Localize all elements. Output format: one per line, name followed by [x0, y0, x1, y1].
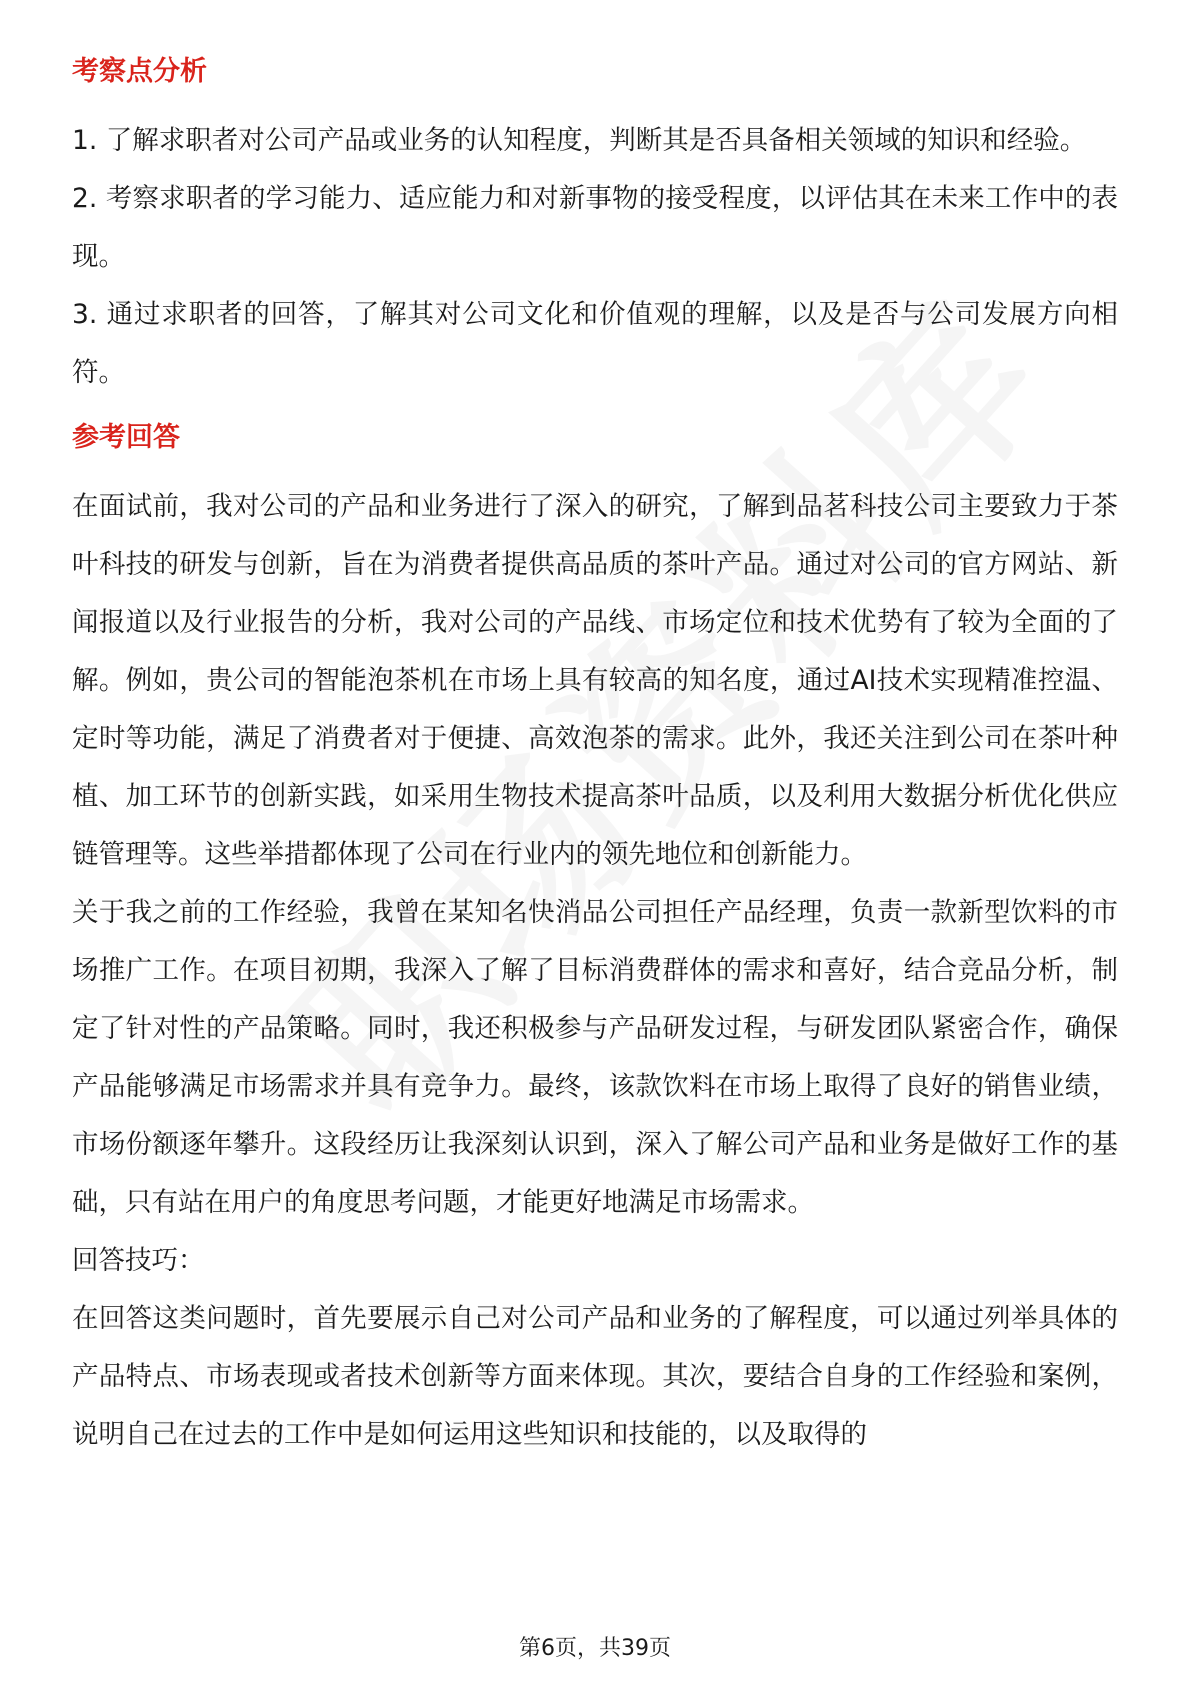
analysis-item-2: 2. 考察求职者的学习能力、适应能力和对新事物的接受程度，以评估其在未来工作中的表现。	[72, 183, 1118, 272]
tips-paragraph: 在回答这类问题时，首先要展示自己对公司产品和业务的了解程度，可以通过列举具体的产品特点、市场表现或者技术创新等方面来体现。其次，要结合自身的工作经验和案例，说明自己在过去的工作中是如何运用这些知识和技能的，以及取得的	[72, 1303, 1118, 1450]
analysis-item-3: 3. 通过求职者的回答，了解其对公司文化和价值观的理解，以及是否与公司发展方向相符。	[72, 299, 1118, 388]
page-number: 第6页，共39页	[519, 1636, 671, 1661]
tips-label: 回答技巧：	[72, 1245, 205, 1276]
answer-paragraph-1: 在面试前，我对公司的产品和业务进行了深入的研究，了解到品茗科技公司主要致力于茶叶科技的研发与创新，旨在为消费者提供高品质的茶叶产品。通过对公司的官方网站、新闻报道以及行业报告的分析，我对公司的产品线、市场定位和技术优势有了较为全面的了解。例如，贵公司的智能泡茶机在市场上具有较高的知名度，通过AI技术实现精准控温、定时等功能，满足了消费者对于便捷、高效泡茶的需求。此外，我还关注到公司在茶叶种植、加工环节的创新实践，如采用生物技术提高茶叶品质，以及利用大数据分析优化供应链管理等。这些举措都体现了公司在行业内的领先地位和创新能力。	[72, 491, 1118, 870]
answer-paragraph-2: 关于我之前的工作经验，我曾在某知名快消品公司担任产品经理，负责一款新型饮料的市场推广工作。在项目初期，我深入了解了目标消费群体的需求和喜好，结合竞品分析，制定了针对性的产品策略。同时，我还积极参与产品研发过程，与研发团队紧密合作，确保产品能够满足市场需求并具有竞争力。最终，该款饮料在市场上取得了良好的销售业绩，市场份额逐年攀升。这段经历让我深刻认识到，深入了解公司产品和业务是做好工作的基础，只有站在用户的角度思考问题，才能更好地满足市场需求。	[72, 897, 1118, 1218]
page-content	[72, 50, 1118, 1464]
analysis-item-1: 1. 了解求职者对公司产品或业务的认知程度，判断其是否具备相关领域的知识和经验。	[72, 125, 1087, 156]
section-heading-answer: 参考回答	[72, 422, 180, 453]
section-heading-analysis: 考察点分析	[72, 56, 207, 87]
